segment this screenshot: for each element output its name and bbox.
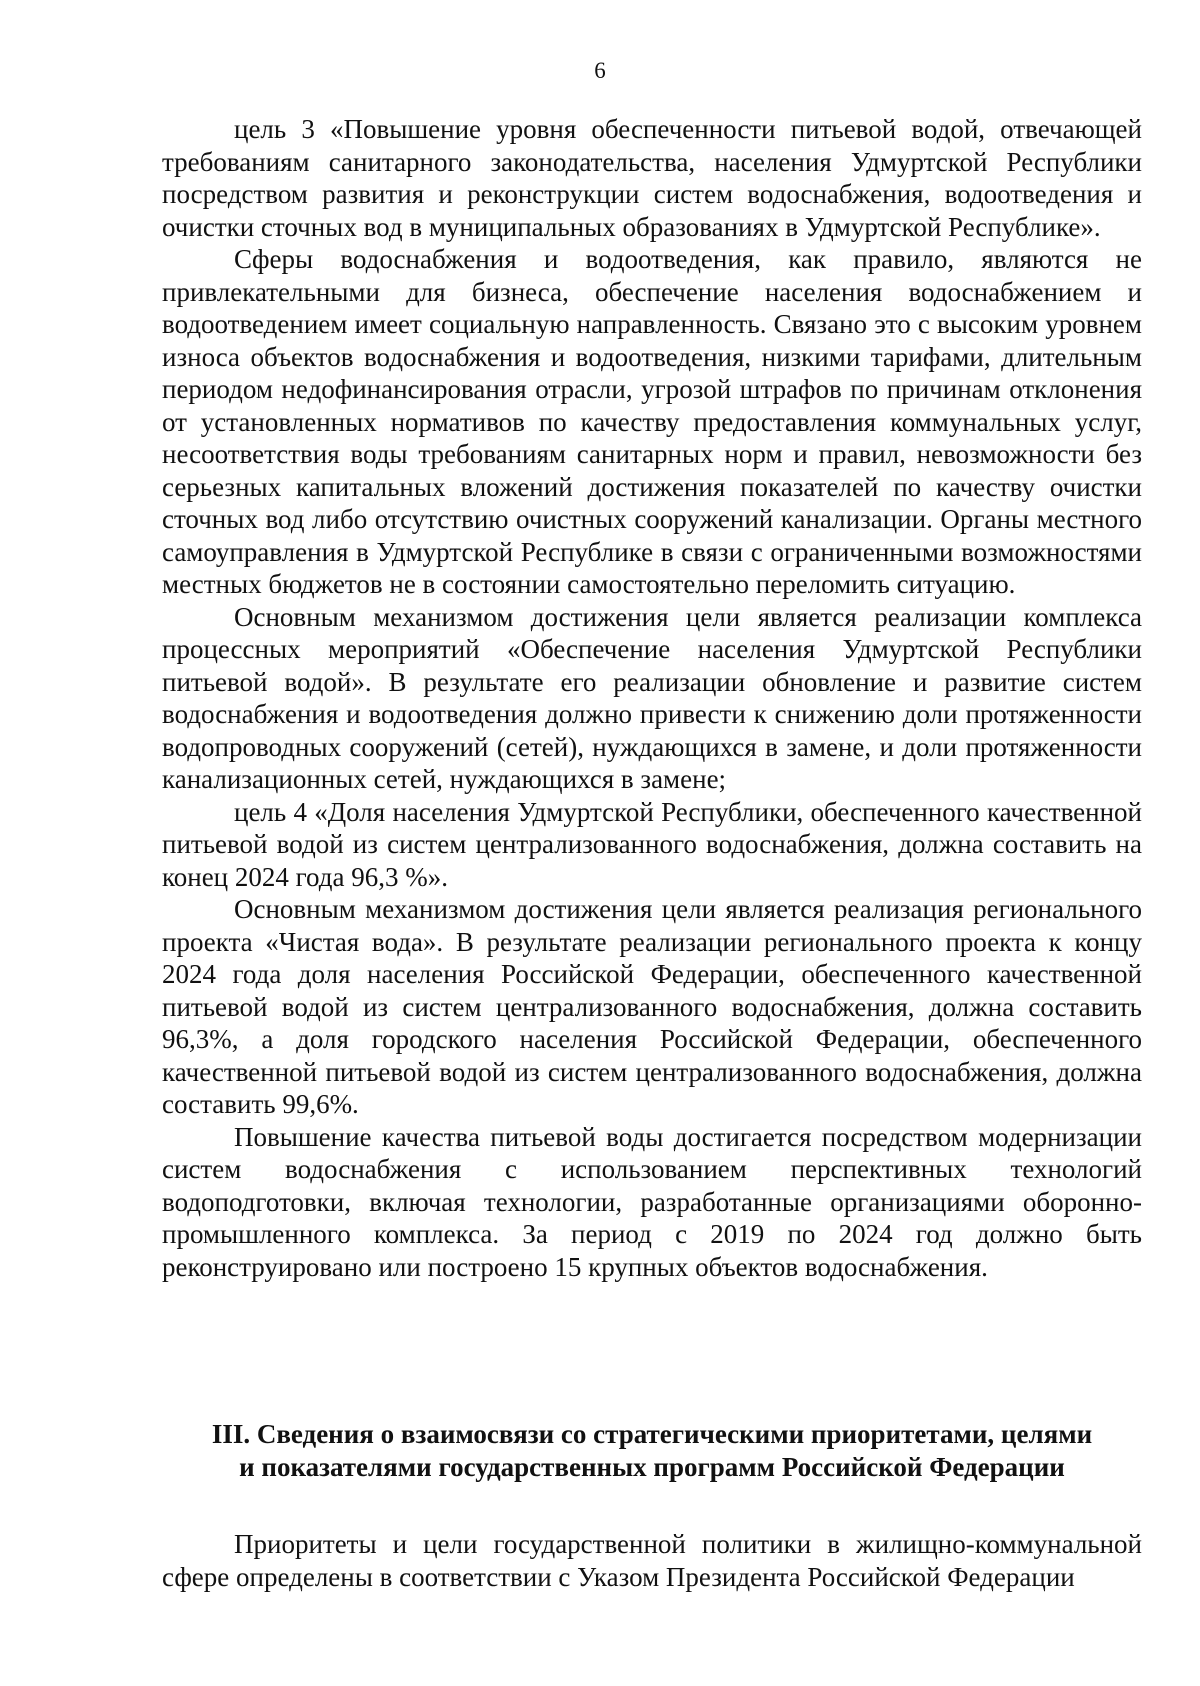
section-heading-line-2: и показателями государственных программ Российской Федерации (239, 1452, 1065, 1482)
paragraph-state-policy-priorities: Приоритеты и цели государственной политики в жилищно-коммунальной сфере определены в соответствии с Указом Президента Российской Федерации (162, 1529, 1142, 1592)
paragraph-water-sector-problems: Сферы водоснабжения и водоотведения, как правило, являются не привлекательными для бизнеса, обеспечение населения водоснабжением и водоотведением имеет социальную направленность. Связано это с высоким уровнем износа объектов водоснабжения и водоотведения, низкими тарифами, длительным периодом недофинансирования отрасли, угрозой штрафов по причинам отклонения от установленных нормативов по качеству предоставления коммунальных услуг, несоответствия воды требованиям санитарных норм и правил, невозможности без серьезных капитальных вложений достижения показателей по качеству очистки сточных вод либо отсутствию очистных сооружений канализации. Органы местного самоуправления в Удмуртской Республике в связи с ограниченными возможностями местных бюджетов не в состоянии самостоятельно переломить ситуацию. (162, 244, 1142, 599)
section-heading-line-1: III. Сведения о взаимосвязи со стратегическими приоритетами, целями (211, 1419, 1093, 1449)
page-number: 6 (594, 58, 606, 83)
paragraph-water-quality-modernization: Повышение качества питьевой воды достигается посредством модернизации систем водоснабжения с использованием перспективных технологий водоподготовки, включая технологии, разработанные организациями оборонно-промышленного комплекса. За период с 2019 по 2024 год должно быть реконструировано или построено 15 крупных объектов водоснабжения. (162, 1121, 1142, 1282)
paragraph-goal-3: цель 3 «Повышение уровня обеспеченности питьевой водой, отвечающей требованиям санитарного законодательства, населения Удмуртской Республики посредством развития и реконструкции систем водоснабжения, водоотведения и очистки сточных вод в муниципальных образованиях в Удмуртской Республике». (162, 114, 1142, 242)
body-text (162, 113, 1142, 1283)
paragraph-process-measures: Основным механизмом достижения цели является реализации комплекса процессных мероприятий «Обеспечение населения Удмуртской Республики питьевой водой». В результате его реализации обновление и развитие систем водоснабжения и водоотведения должно привести к снижению доли протяженности водопроводных сооружений (сетей), нуждающихся в замене, и доли протяженности канализационных сетей, нуждающихся в замене; (162, 601, 1142, 794)
section-heading (162, 1418, 1142, 1484)
paragraph-goal-4: цель 4 «Доля населения Удмуртской Республики, обеспеченного качественной питьевой водой из систем централизованного водоснабжения, должна составить на конец 2024 года 96,3 %». (162, 796, 1142, 892)
closing-text (162, 1528, 1142, 1593)
paragraph-clean-water-project: Основным механизмом достижения цели является реализация регионального проекта «Чистая вода». В результате реализации регионального проекта к концу 2024 года доля населения Российской Федерации, обеспеченного качественной питьевой водой из систем централизованного водоснабжения, должна составить 96,3%, а доля городского населения Российской Федерации, обеспеченного качественной питьевой водой из систем централизованного водоснабжения, должна составить 99,6%. (162, 894, 1142, 1119)
